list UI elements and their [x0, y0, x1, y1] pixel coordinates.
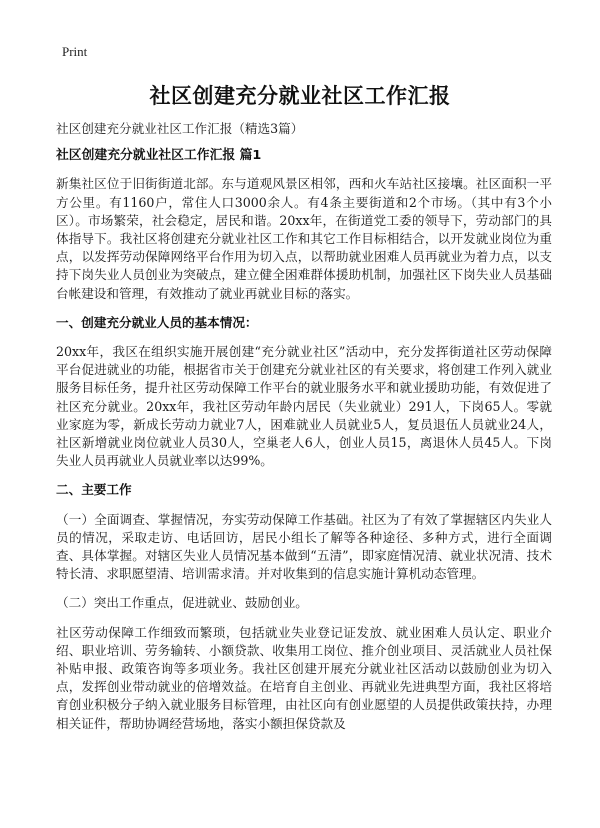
document-body	[56, 120, 552, 744]
document-subtitle: 社区创建充分就业社区工作汇报（精选3篇）	[56, 121, 304, 136]
subheading-focus: （二）突出工作重点，促进就业、鼓励创业。	[56, 595, 308, 611]
document-title: 社区创建充分就业社区工作汇报	[149, 84, 451, 108]
intro-paragraph: 新集社区位于旧街街道北部。东与道观风景区相邻，西和火车站社区接壤。社区面积一平方公里。有1160户，常住人口3000余人。有4条主要街道和2个市场。（其中有3个小区）。市场繁荣，社会稳定，居民和谐。20xx年，在街道党工委的领导下，劳动部门的具体指导下。我社区将创建充分就业社区工作和其它工作目标相结合，以开发就业岗位为重点，以发挥劳动保障网络平台作用为切入点，以帮助就业困难人员再就业为着力点，以支持下岗失业人员创业为突破点，建立健全困难群体援助机制，加强社区下岗失业人员基础台帐建设和管理，有效推动了就业再就业目标的落实。	[56, 176, 552, 301]
heading-main-work: 二、主要工作	[56, 482, 132, 498]
paragraph-basic-situation: 20xx年，我区在组织实施开展创建“充分就业社区”活动中，充分发挥街道社区劳动保障平台促进就业的功能，根据省市关于创建充分就业社区的有关要求，将创建工作列入就业服务目标任务，提升社区劳动保障工作平台的就业服务水平和就业援助功能，有效促进了社区充分就业。20xx年，我社区劳动年龄内居民（失业就业）291人，下岗65人。零就业家庭为零，新成长劳动力就业7人，困难就业人员就业5人，复员退伍人员就业24人，社区新增就业岗位就业人员30人，空巢老人6人，创业人员15，离退休人员45人。下岗失业人员再就业人员就业率以达99%。	[56, 344, 552, 469]
paragraph-survey: （一）全面调查、掌握情况，夯实劳动保障工作基础。社区为了有效了掌握辖区内失业人员的情况，采取走访、电话回访，居民小组长了解等各种途径、多种方式，进行全面调查、具体掌握。对辖区失业人员情况基本做到“五清”，即家庭情况清、就业状况清、技术特长清、求职愿望清、培训需求清。并对收集到的信息实施计算机动态管理。	[56, 511, 552, 582]
heading-basic-situation: 一、创建充分就业人员的基本情况：	[56, 314, 258, 330]
print-label: Print	[62, 44, 88, 59]
paragraph-labor-security: 社区劳动保障工作细致而繁琐，包括就业失业登记证发放、就业困难人员认定、职业介绍、职业培训、劳务输转、小额贷款、收集用工岗位、推介创业项目、灵活就业人员社保补贴申报、政策咨询等多项业务。我社区创建开展充分就业社区活动以鼓励创业为切入点，发挥创业带动就业的倍增效益。在培育自主创业、再就业先进典型方面，我社区将培育创业积极分子纳入就业服务目标管理，由社区向有创业愿望的人员提供政策扶持，办理相关证件，帮助协调经营场地，落实小额担保贷款及	[56, 624, 552, 731]
section-title: 社区创建充分就业社区工作汇报 篇1	[56, 148, 262, 164]
